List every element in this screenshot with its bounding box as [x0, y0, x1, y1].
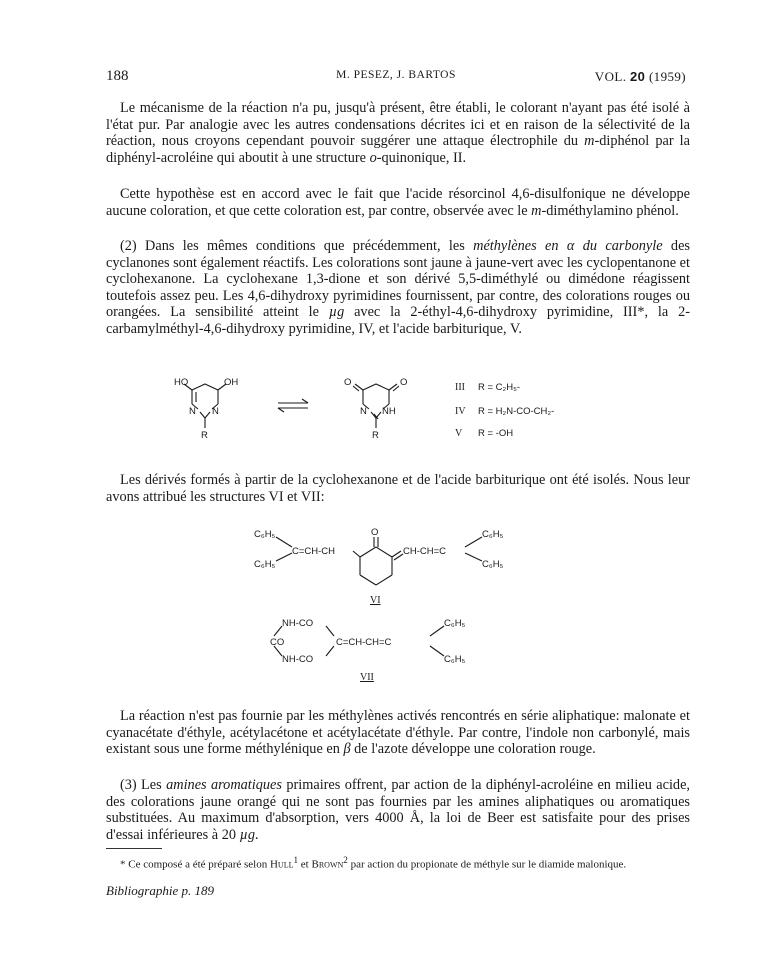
- label-r-left: R: [201, 430, 208, 441]
- paragraph-cyclanones: (2) Dans les mêmes conditions que précédemment, les méthylènes en α du carbonyle des cyclanones sont également réactifs. Les colorations sont jaune à jaune-vert avec les cyclopentanone et cyclohexanone. La cyclohexane 1,3-dione et son dérivé 5,5-diméthylé ou dimédone réagissent toutefois assez peu. Les 4,6-dihydroxy pyrimidines fournissent, par contre, des colorations rouges ou orangées. La sensibilité atteint le µg avec la 2-éthyl-4,6-dihydroxy pyrimidine, III*, la 2-carbamylméthyl-4,6-dihydroxy pyrimidine, IV, et l'acide barbiturique, V.: [106, 238, 690, 337]
- paragraph-derivatives: Les dérivés formés à partir de la cyclohexanone et de l'acide barbiturique ont été isolés. Nous leur avons attribué les structures VI et VII:: [106, 472, 690, 505]
- paragraph-hypothesis: Cette hypothèse est en accord avec le fait que l'acide résorcinol 4,6-disulfonique ne développe aucune coloration, et que cette coloration est, par contre, observée avec le m-diméthylamino phénol.: [106, 186, 690, 219]
- label-iv: IV: [455, 406, 466, 417]
- ketone-o: O: [371, 527, 379, 538]
- label-v-r: R = -OH: [478, 428, 514, 439]
- label-v: V: [455, 428, 463, 439]
- label-o-right: O: [400, 377, 408, 388]
- running-header: [106, 68, 686, 90]
- chain-left: C=CH-CH: [292, 546, 336, 557]
- footnote: * Ce composé a été préparé selon Hull$^1$ et Brown$^2$ par action du propionate de méthyle sur le diamide malonique.: [120, 855, 627, 871]
- paragraph-amines: (3) Les amines aromatiques primaires offrent, par action de la diphényl-acroléine en milieu acide, des colorations jaune orangé qui ne sont pas fournies par les amines aliphatiques ou aromatiques substituées. Au maximum d'absorption, vers 4000 Å, la loi de Beer est satisfaite pour des prises d'essai inférieures à 20 µg.: [106, 777, 690, 843]
- label-n-ring: N: [360, 406, 367, 417]
- label-iii-r: R = C₂H₅-: [478, 382, 521, 393]
- c6h5-bottom-left: C₆H₅: [254, 559, 276, 570]
- label-nh: NH: [382, 406, 396, 417]
- c6h5-top-left: C₆H₅: [254, 529, 276, 540]
- label-vi: VI: [370, 595, 381, 606]
- label-n-right: N: [212, 406, 219, 417]
- running-authors: M. PESEZ, J. BARTOS: [336, 69, 456, 81]
- c6h5-bottom-right: C₆H₅: [482, 559, 504, 570]
- c6h5-top-right: C₆H₅: [482, 529, 504, 540]
- pyrimidine-scheme: [160, 372, 580, 452]
- nh-co-top: NH-CO: [282, 618, 314, 629]
- paragraph-aliphatic: La réaction n'est pas fournie par les méthylènes activés rencontrés en série aliphatique: malonate et cyanacétate d'éthyle, acétylacétone et acétylacétate d'éthyle. Par contre, l'indole non carbonylé, mais existant sous une forme méthylénique en β de l'azote développe une coloration rouge.: [106, 708, 690, 758]
- page-number: 188: [106, 68, 129, 84]
- chain-right: CH-CH=C: [403, 546, 447, 557]
- label-n-left: N: [189, 406, 196, 417]
- structure-vii: [270, 612, 530, 697]
- co-left: CO: [270, 637, 285, 648]
- volume-info: VOL. 20 (1959): [594, 69, 686, 84]
- bibliography-ref: Bibliographie p. 189: [106, 883, 214, 898]
- structure-vi: [250, 525, 540, 610]
- label-r-right: R: [372, 430, 379, 441]
- label-o-left: O: [344, 377, 352, 388]
- label-oh: OH: [224, 377, 239, 388]
- label-iv-r: R = H₂N-CO-CH₂-: [478, 406, 555, 417]
- nh-co-bottom: NH-CO: [282, 654, 314, 665]
- paragraph-mechanism: Le mécanisme de la réaction n'a pu, jusqu'à présent, être établi, le colorant n'ayant pas été isolé à l'état pur. Par analogie avec les autres condensations décrites ici et en raison de la sélectivité de la réaction, nous croyons cependant pouvoir suggérer une attaque électrophile du m-diphénol par la diphényl-acroléine qui aboutit à une structure o-quinonique, II.: [106, 100, 690, 166]
- chain-vii: C=CH-CH=C: [336, 637, 392, 648]
- label-ho: HO: [174, 377, 189, 388]
- footnote-rule: [106, 848, 162, 849]
- label-vii: VII: [360, 672, 374, 683]
- label-iii: III: [455, 382, 465, 393]
- c6h5-top: C₆H₅: [444, 618, 466, 629]
- c6h5-bottom: C₆H₅: [444, 654, 466, 665]
